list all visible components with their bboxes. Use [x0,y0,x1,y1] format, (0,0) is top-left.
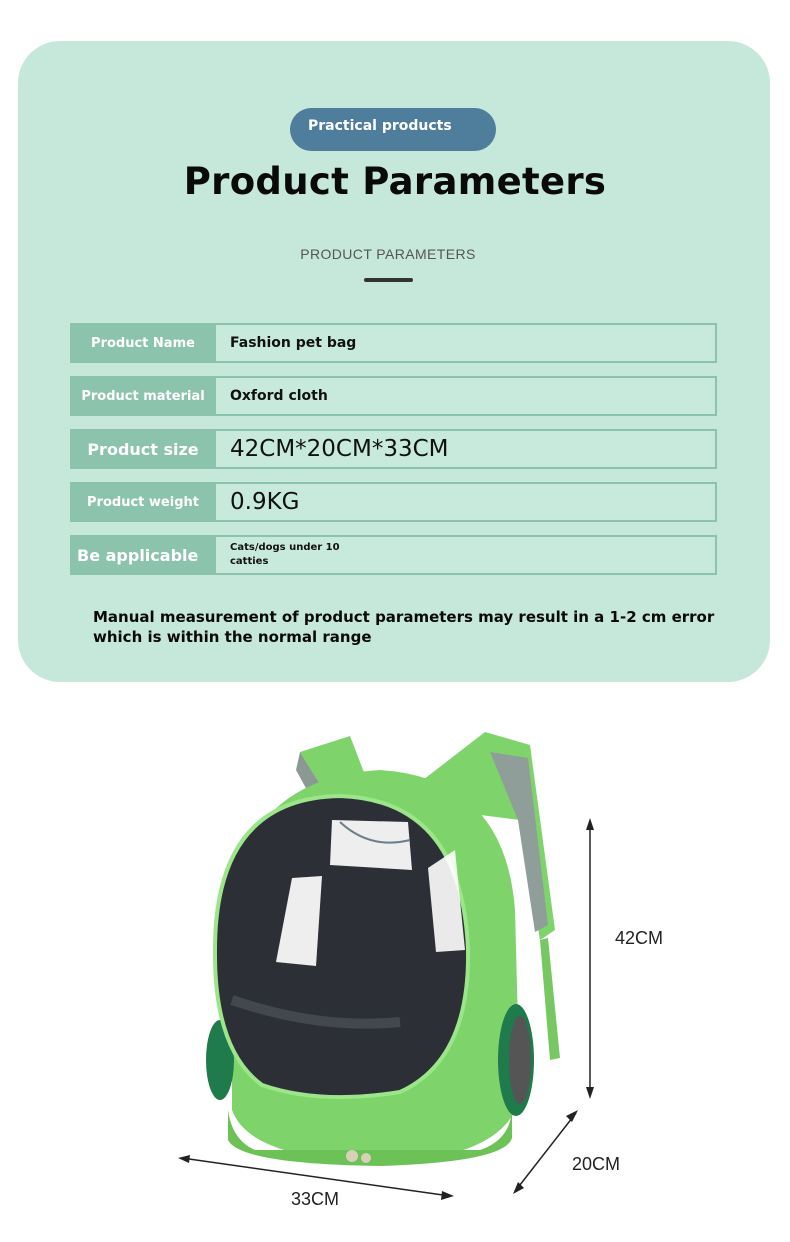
width-dimension-label: 33CM [291,1189,340,1209]
param-row-applicable [70,535,717,575]
param-row-weight [70,482,717,522]
param-value: 42CM*20CM*33CM [230,436,449,462]
page-title: Product Parameters [183,160,607,203]
param-value: Fashion pet bag [230,335,357,351]
title-underline [364,278,413,282]
pet-backpack-image [0,700,790,1242]
param-row-name [70,323,717,363]
param-label: Product material [70,376,216,416]
practical-products-badge: Practical products [290,108,496,151]
measurement-note: Manual measurement of product parameters may result in a 1-2 cm error which is within the normal range [93,608,715,646]
param-row-size [70,429,717,469]
param-value: Oxford cloth [230,388,328,404]
page-subtitle: PRODUCT PARAMETERS [300,246,476,262]
depth-dimension-label: 20CM [572,1154,621,1174]
product-photo [0,700,790,1242]
param-value: Cats/dogs under 10 catties [230,542,340,567]
param-row-material [70,376,717,416]
param-label: Product size [70,429,216,469]
param-value: 0.9KG [230,489,300,515]
param-label: Be applicable [70,535,216,575]
param-label: Product weight [70,482,216,522]
param-label: Product Name [70,323,216,363]
height-dimension-label: 42CM [615,928,664,948]
